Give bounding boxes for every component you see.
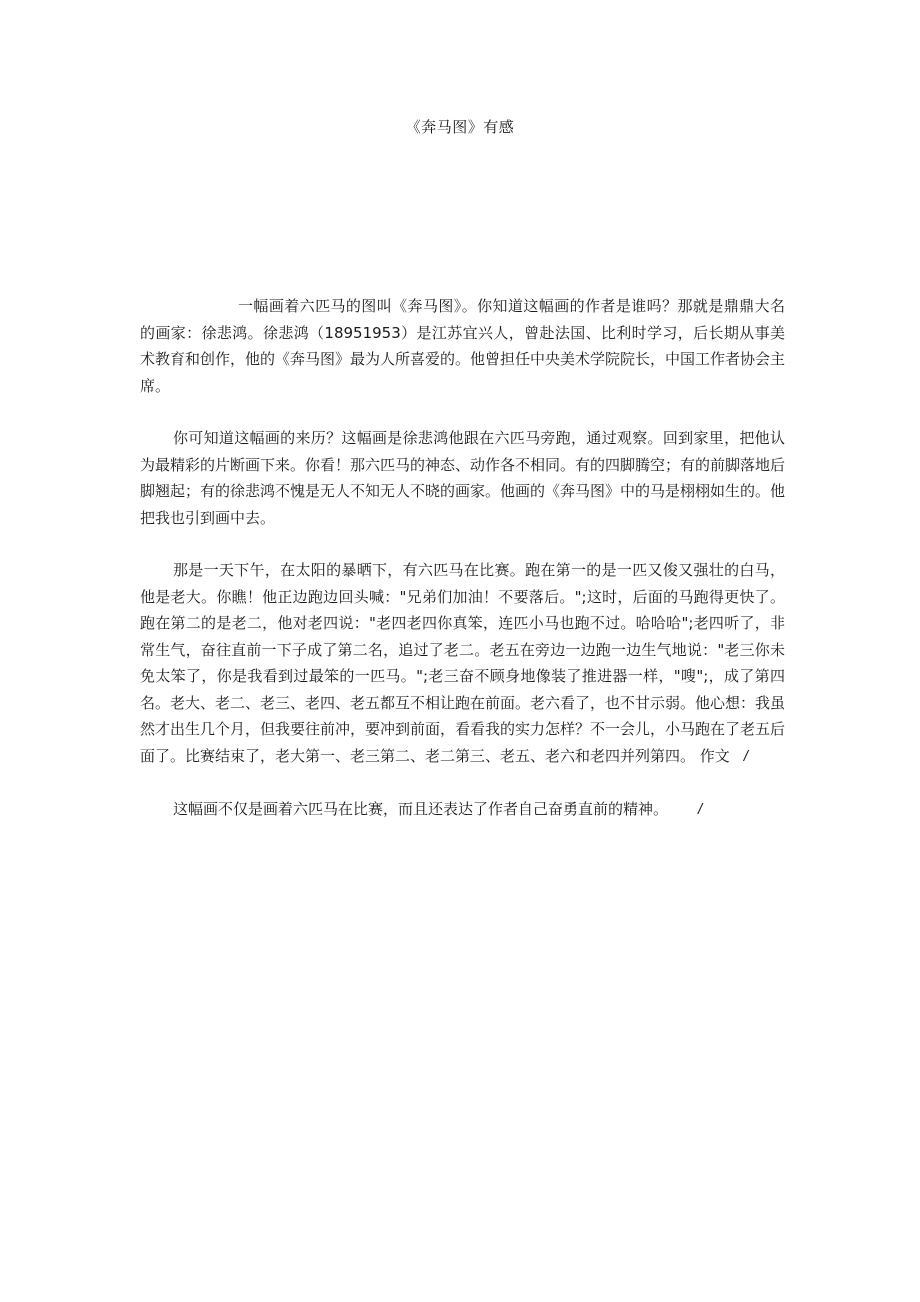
- paragraph-origin: [140, 425, 785, 531]
- paragraph-intro: [140, 293, 785, 399]
- document-body: [140, 293, 785, 850]
- paragraph-race: [140, 557, 785, 770]
- paragraph-conclusion: [140, 796, 785, 824]
- paragraph-origin-text: 你可知道这幅画的来历？这幅画是徐悲鸿他跟在六匹马旁跑，通过观察。回到家里，把他认为最精彩的片断画下来。你看！那六匹马的神态、动作各不相同。有的四脚腾空；有的前脚落地后脚翘起；有的徐悲鸿不愧是无人不知无人不晓的画家。他画的《奔马图》中的马是栩栩如生的。他把我也引到画中去。: [140, 429, 786, 527]
- trailing-slash-mark: /: [698, 801, 703, 818]
- trailing-slash-mark: /: [743, 747, 748, 765]
- paragraph-conclusion-text: 这幅画不仅是画着六匹马在比赛，而且还表达了作者自己奋勇直前的精神。: [173, 800, 669, 818]
- paragraph-race-text: 那是一天下午，在太阳的暴晒下，有六匹马在比赛。跑在第一的是一匹又俊又强壮的白马，他是老大。你瞧！他正边跑边回头喊："兄弟们加油！不要落后。";这时，后面的马跑得更快了。跑在第二的是老二，他对老四说："老四老四你真笨，连匹小马也跑不过。哈哈哈";老四听了，非常生气，奋往直前一下子成了第二名，追过了老二。老五在旁边一边跑一边生气地说："老三你未免太笨了，你是我看到过最笨的一匹马。";老三奋不顾身地像装了推进器一样，"嗖";，成了第四名。老大、老二、老三、老四、老五都互不相让跑在前面。老六看了，也不甘示弱。他心想：我虽然才出生几个月，但我要往前冲，要冲到前面，看看我的实力怎样？不一会儿，小马跑在了老五后面了。比赛结束了，老大第一、老三第二、老二第三、老五、老六和老四并列第四。 作文: [140, 561, 786, 765]
- document-title: 《奔马图》有感: [405, 118, 515, 136]
- paragraph-intro-text: 一幅画着六匹马的图叫《奔马图》。你知道这幅画的作者是谁吗？那就是鼎鼎大名的画家：徐悲鸿。徐悲鸿（18951953）是江苏宜兴人，曾赴法国、比利时学习，后长期从事美术教育和创作，他的《奔马图》最为人所喜爱的。他曾担任中央美术学院院长，中国工作者协会主席。: [140, 297, 786, 395]
